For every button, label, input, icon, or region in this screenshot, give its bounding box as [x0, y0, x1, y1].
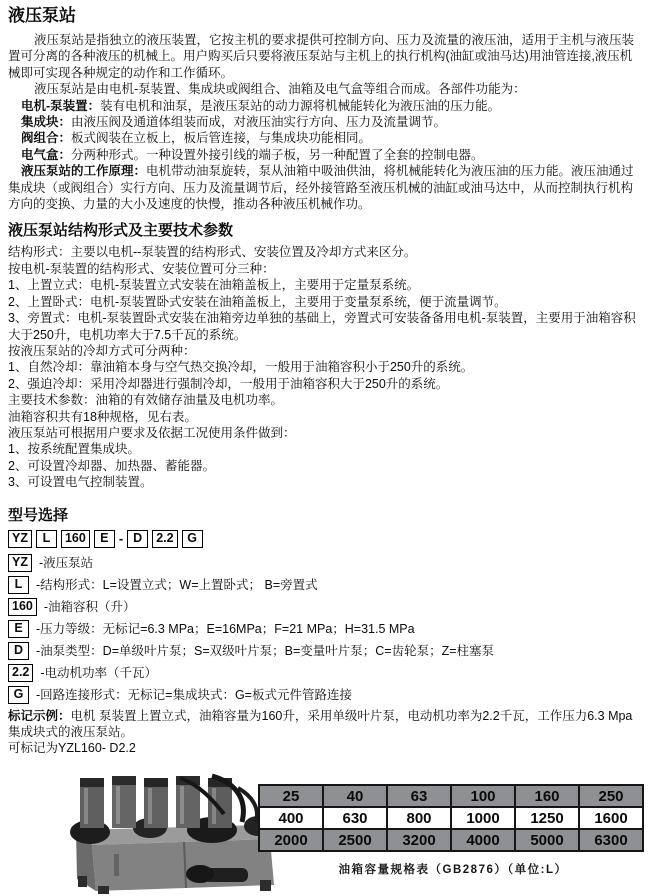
structure-line-12: 1、按系统配置集成块。 — [8, 442, 140, 457]
model-code-definition-d — [8, 642, 642, 660]
capacity-cell: 6300 — [579, 829, 643, 851]
model-code-definition-160 — [8, 598, 642, 616]
definition-code-box: D — [8, 642, 29, 660]
component-text: 分两种形式。一种设置外接引线的端子板，另一种配置了全套的控制电器。 — [71, 147, 484, 162]
model-code-definition-22 — [8, 664, 642, 682]
marking-example-text: 电机 泵装置上置立式，油箱容量为160升，采用单级叶片泵，电动机功率为2.2千瓦，工作压力6.3 Mpa集成块式的液压泵站。 — [8, 708, 633, 739]
definition-text: -压力等级：无标记=6.3 MPa；E=16MPa；F=21 MPa；H=31.5 MPa — [36, 621, 415, 636]
model-code-box-22: 2.2 — [152, 530, 177, 548]
structure-line-6: 按液压泵站的冷却方式可分两种： — [8, 343, 196, 358]
capacity-cell: 1600 — [579, 807, 643, 829]
definition-text: -回路连接形式：无标记=集成块式：G=板式元件管路连接 — [36, 687, 352, 702]
component-label: 电气盒： — [21, 147, 72, 162]
capacity-cell: 3200 — [387, 829, 451, 851]
model-code-definition-l — [8, 576, 642, 594]
definition-text: -液压泵站 — [38, 555, 94, 570]
section-structure-heading: 液压泵站结构形式及主要技术参数 — [8, 222, 234, 240]
capacity-cell: 5000 — [515, 829, 579, 851]
definition-code-box: E — [8, 620, 29, 638]
marking-example-label: 标记示例： — [8, 708, 71, 723]
component-label: 阀组合： — [21, 131, 72, 146]
capacity-row — [259, 807, 643, 829]
definition-code-box: 2.2 — [8, 664, 33, 682]
capacity-row — [259, 829, 643, 851]
component-text: 电机带动油泵旋转，泵从油箱中吸油供油，将机械能转化为液压油的压力能。液压油通过集成块（或阀组合）实行方向、压力及流量调节后，经外接管路至液压机械的油缸或油马达中，从而控制执行机构方向的变换、力量的大小及速度的快慢，推动各种液压机械作功。 — [8, 164, 634, 212]
component-text: 板式阀装在立板上，板后管连接，与集成块功能相同。 — [71, 131, 372, 146]
definition-text: -油箱容积（升） — [43, 599, 136, 614]
component-label: 集成块： — [21, 115, 72, 130]
model-code-box-g: G — [182, 530, 203, 548]
structure-line-7: 1、自然冷却：靠油箱本身与空气热交换冷却，一般用于油箱容积小于250升的系统。 — [8, 360, 474, 375]
definition-text: -油泵类型：D=单级叶片泵；S=双级叶片泵；B=变量叶片泵；C=齿轮泵；Z=柱塞泵 — [36, 643, 495, 658]
model-code-box-d: D — [127, 530, 148, 548]
component-label: 液压泵站的工作原理： — [21, 164, 147, 179]
definition-code-box: 160 — [8, 598, 37, 616]
component-label: 电机-泵装置： — [21, 98, 101, 113]
model-code-separator: - — [118, 531, 124, 547]
table-caption: 油箱容量规格表（GB2876）（单位:L） — [338, 864, 568, 876]
model-code-box-l: L — [36, 530, 57, 548]
model-code — [8, 530, 642, 548]
capacity-cell: 1250 — [515, 807, 579, 829]
pump-station-photo — [62, 768, 277, 894]
structure-line-14: 3、可设置电气控制装置。 — [8, 475, 153, 490]
component-item-working-principle — [8, 163, 642, 212]
capacity-cell: 2000 — [259, 829, 323, 851]
structure-line-4: 2、上置卧式：电机-泵装置卧式安装在油箱盖板上，主要用于变量泵系统，便于流量调节。 — [8, 294, 507, 309]
capacity-cell: 4000 — [451, 829, 515, 851]
bottom-figure-area — [0, 766, 650, 896]
model-code-definition-yz — [8, 554, 642, 572]
capacity-row — [259, 785, 643, 807]
component-item-motor-pump — [8, 98, 642, 114]
page-title: 液压泵站 — [8, 6, 76, 25]
model-code-definition-g — [8, 686, 642, 704]
structure-line-10: 油箱容积共有18种规格，见右表。 — [8, 409, 197, 424]
capacity-cell: 63 — [387, 785, 451, 807]
model-code-box-160: 160 — [61, 530, 90, 548]
capacity-cell: 400 — [259, 807, 323, 829]
component-item-valve-combo — [8, 130, 642, 146]
model-code-box-e: E — [94, 530, 115, 548]
structure-line-1: 结构形式：主要以电机--泵装置的结构形式、安装位置及冷却方式来区分。 — [8, 245, 417, 260]
intro-paragraph-2: 液压泵站是由电机-泵装置、集成块或阀组合、油箱及电气盒等组合而成。各部件功能为： — [34, 82, 526, 97]
model-code-box-yz: YZ — [8, 530, 32, 548]
structure-line-13: 2、可设置冷却器、加热器、蓄能器。 — [8, 458, 215, 473]
component-item-manifold — [8, 114, 642, 130]
tank-capacity-table — [258, 784, 644, 852]
definition-text: -电动机功率（千瓦） — [40, 665, 158, 680]
capacity-cell: 100 — [451, 785, 515, 807]
capacity-cell: 25 — [259, 785, 323, 807]
marking-example-result: 可标记为YZL160- D2.2 — [8, 741, 136, 756]
component-text: 由液压阀及通道体组装而成，对液压油实行方向、压力及流量调节。 — [71, 115, 447, 130]
capacity-cell: 630 — [323, 807, 387, 829]
marking-example — [8, 708, 642, 741]
model-code-definition-e — [8, 620, 642, 638]
definition-text: -结构形式：L=设置立式；W=上置卧式； B=旁置式 — [36, 577, 318, 592]
structure-line-8: 2、强迫冷却：采用冷却器进行强制冷却，一般用于油箱容积大于250升的系统。 — [8, 376, 449, 391]
structure-line-9: 主要技术参数：油箱的有效储存油量及电机功率。 — [8, 393, 284, 408]
definition-code-box: YZ — [8, 554, 32, 572]
capacity-cell: 800 — [387, 807, 451, 829]
capacity-cell: 160 — [515, 785, 579, 807]
capacity-cell: 1000 — [451, 807, 515, 829]
section-model-heading: 型号选择 — [8, 506, 69, 524]
definition-code-box: G — [8, 686, 29, 704]
capacity-cell: 2500 — [323, 829, 387, 851]
structure-line-5: 3、旁置式：电机-泵装置卧式安装在油箱旁边单独的基础上，旁置式可安装备备用电机-泵装置，主要用于油箱容积大于250升，电机功率大于7.5千瓦的系统。 — [8, 311, 636, 342]
component-text: 装有电机和油泵，是液压泵站的动力源将机械能转化为液压油的压力能。 — [100, 98, 501, 113]
intro-paragraph-1: 液压泵站是指独立的液压装置，它按主机的要求提供可控制方向、压力及流量的液压油，适用于主机与液压装置可分离的各种液压的机械上。用户购买后只要将液压泵站与主机上的执行机构(油缸或油马达)用油管连接,液压机械即可实现各种规定的动作和工作循环。 — [8, 33, 635, 80]
structure-line-2: 按电机-泵装置的结构形式、安装位置可分三种： — [8, 261, 275, 276]
capacity-cell: 250 — [579, 785, 643, 807]
component-item-electric-box — [8, 147, 642, 163]
structure-line-3: 1、上置立式：电机-泵装置立式安装在油箱盖板上，主要用于定量泵系统。 — [8, 278, 420, 293]
definition-code-box: L — [8, 576, 29, 594]
structure-line-11: 液压泵站可根据用户要求及依据工况使用条件做到： — [8, 425, 296, 440]
capacity-cell: 40 — [323, 785, 387, 807]
